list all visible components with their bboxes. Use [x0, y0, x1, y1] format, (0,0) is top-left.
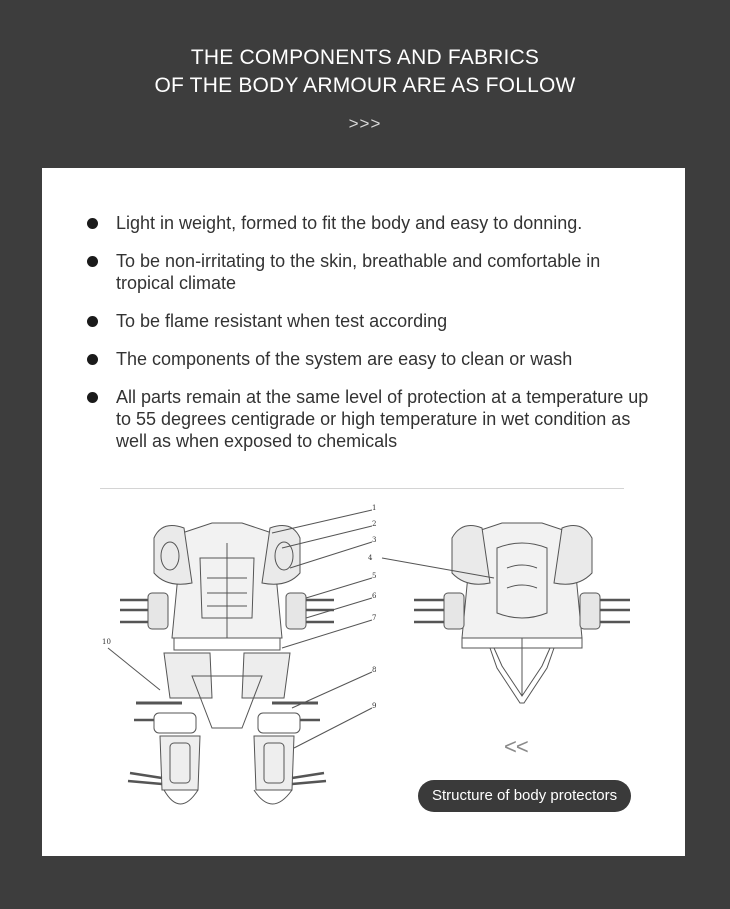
content-panel	[42, 168, 685, 856]
feature-item	[86, 310, 656, 332]
callout-8: 8	[372, 666, 377, 674]
bullet-icon	[87, 218, 98, 229]
callout-2: 2	[372, 520, 377, 528]
feature-text: To be flame resistant when test according	[116, 311, 448, 331]
feature-text: All parts remain at the same level of protection at a temperature up to 55 degrees centigrade or high temperature in wet condition as well as when exposed to chemicals	[116, 387, 649, 451]
callout-9: 9	[372, 702, 377, 710]
callout-1: 1	[372, 504, 377, 512]
callout-5: 5	[372, 572, 377, 580]
feature-item	[86, 386, 656, 452]
bullet-icon	[87, 256, 98, 267]
front-armour-drawing	[102, 504, 377, 804]
title-line-2: OF THE BODY ARMOUR ARE AS FOLLOW	[154, 74, 576, 97]
callout-10: 10	[102, 638, 111, 646]
feature-item	[86, 250, 656, 294]
feature-item	[86, 348, 656, 370]
chevron-left-icon[interactable]: <<	[504, 734, 528, 759]
feature-list	[86, 212, 656, 452]
back-armour-drawing	[382, 523, 630, 703]
feature-text: The components of the system are easy to clean or wash	[116, 349, 573, 369]
page-title	[0, 44, 730, 100]
bullet-icon	[87, 392, 98, 403]
feature-text: To be non-irritating to the skin, breathable and comfortable in tropical climate	[116, 251, 601, 293]
feature-text: Light in weight, formed to fit the body and easy to donning.	[116, 213, 583, 233]
callout-6: 6	[372, 592, 377, 600]
diagram-caption: Structure of body protectors	[418, 780, 631, 812]
feature-item	[86, 212, 656, 234]
callout-3: 3	[372, 536, 377, 544]
callout-7: 7	[372, 614, 377, 622]
bullet-icon	[87, 316, 98, 327]
divider	[100, 488, 624, 489]
callout-4: 4	[368, 554, 373, 562]
chevron-right-icon: >>>	[348, 114, 382, 133]
title-line-1: THE COMPONENTS AND FABRICS	[190, 46, 540, 69]
bullet-icon	[87, 354, 98, 365]
